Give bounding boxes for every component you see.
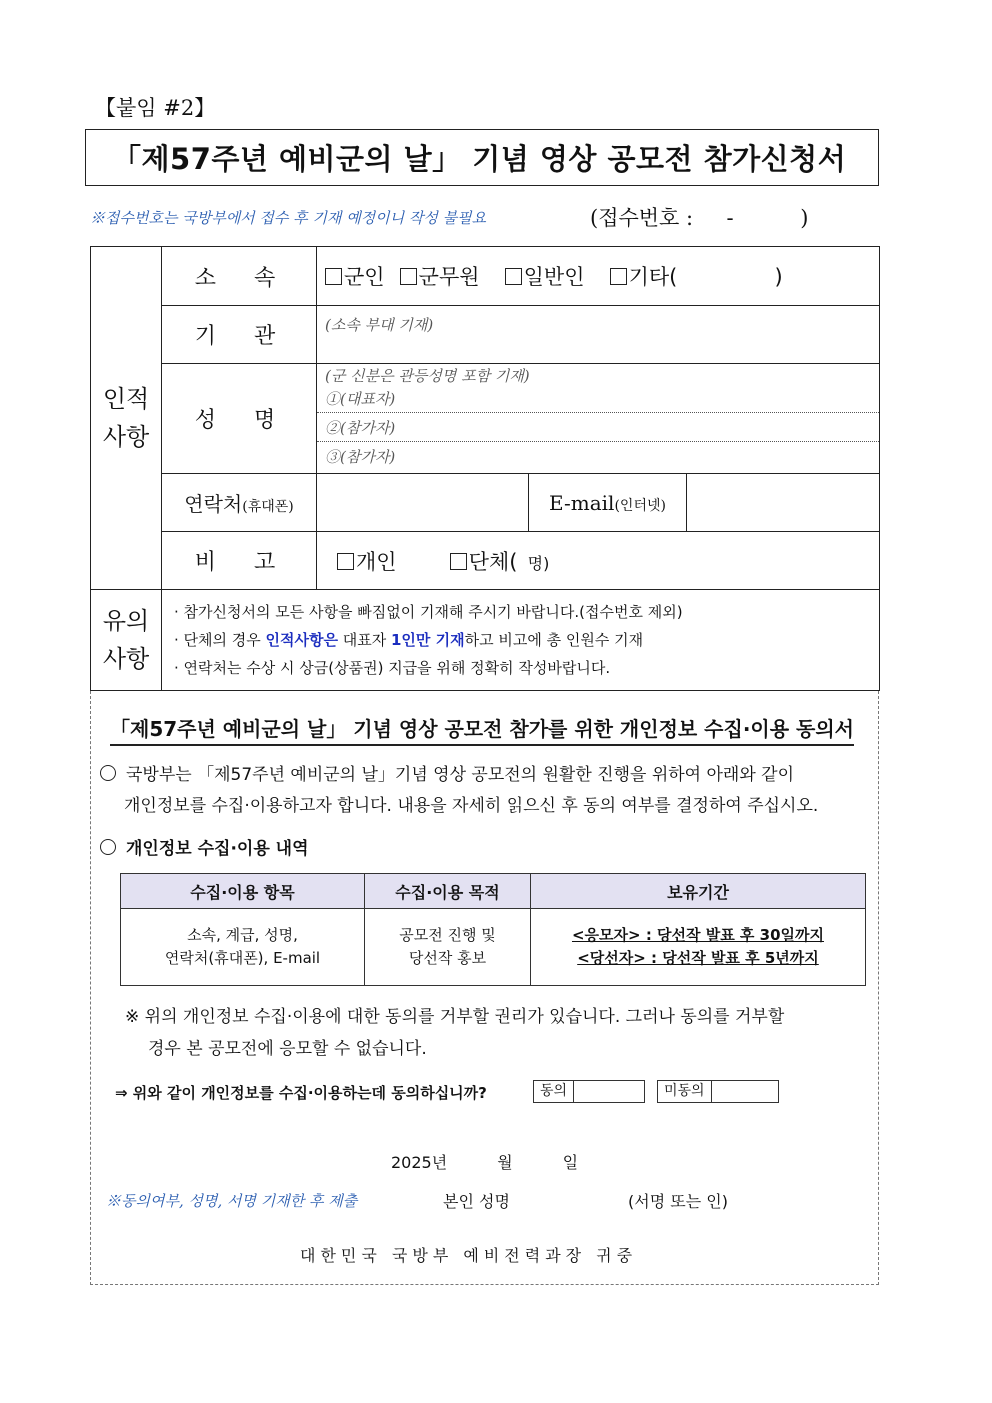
option-soldier[interactable]: 군인 (325, 265, 385, 289)
form-title: 「제57주년 예비군의 날」 기념 영상 공모전 참가신청서 (112, 142, 847, 176)
notice-content (162, 590, 880, 691)
consent-question: ⇒ 위와 같이 개인정보를 수집·이용하는데 동의하십니까? (115, 1084, 487, 1102)
option-other-close: ) (774, 265, 783, 289)
section-notice-label: 유의 사항 (91, 590, 162, 691)
option-individual[interactable]: 개인 (337, 550, 397, 574)
notice-item: · 참가신청서의 모든 사항을 빠짐없이 기재해 주시기 바랍니다.(접수번호 제외) (174, 603, 683, 621)
contact-label: 연락처(휴대폰) (162, 474, 317, 532)
refusal-notice-line-1: ※ 위의 개인정보 수집·이용에 대한 동의를 거부할 권리가 있습니다. 그러나 동의를 거부할 (125, 1007, 785, 1027)
receipt-number-field: (접수번호 : - ) (590, 206, 809, 230)
notice-item: · 단체의 경우 인적사항은 대표자 1인만 기재하고 비고에 총 인원수 기재 (174, 631, 644, 649)
table-header: 수집·이용 항목 (121, 874, 365, 909)
signature-type-label[interactable]: (서명 또는 인) (628, 1192, 728, 1211)
org-input[interactable] (317, 306, 880, 364)
checkbox-icon[interactable] (337, 553, 354, 570)
consent-intro-line-2: 개인정보를 수집·이용하고자 합니다. 내용을 자세히 읽으신 후 동의 여부를 결정하여 주십시오. (124, 796, 819, 816)
collection-details-heading: 개인정보 수집·이용 내역 (100, 834, 309, 859)
collected-items-cell: 소속, 계급, 성명, 연락처(휴대폰), E-mail (121, 909, 365, 986)
circle-bullet-icon (100, 765, 116, 781)
affiliation-label: 소 속 (162, 247, 317, 306)
submission-note: ※동의여부, 성명, 서명 기재한 후 제출 (106, 1192, 358, 1210)
option-general-public[interactable]: 일반인 (505, 265, 585, 289)
name-label: 성 명 (162, 364, 317, 474)
form-title-box (85, 129, 879, 186)
consent-title: 「제57주년 예비군의 날」 기념 영상 공모전 참가를 위한 개인정보 수집·이용 동의서 (110, 713, 854, 746)
checkbox-icon[interactable] (400, 268, 417, 285)
table-header: 보유기간 (531, 874, 866, 909)
checkbox-icon[interactable] (505, 268, 522, 285)
agree-check-area[interactable] (574, 1081, 644, 1102)
signature-date[interactable]: 2025년 월 일 (391, 1153, 579, 1172)
table-row (121, 909, 866, 986)
addressee: 대한민국 국방부 예비전력과장 귀중 (300, 1246, 638, 1265)
name-row-representative[interactable]: ①(대표자) (325, 390, 396, 408)
remark-label: 비 고 (162, 532, 317, 590)
email-input[interactable] (687, 474, 880, 532)
name-row-participant-3[interactable]: ③(참가자) (325, 448, 396, 466)
agree-label: 동의 (534, 1081, 574, 1102)
affiliation-options (317, 247, 880, 306)
circle-bullet-icon (100, 839, 116, 855)
attachment-label: 【붙임 #2】 (95, 96, 216, 120)
table-header: 수집·이용 목적 (365, 874, 531, 909)
consent-intro-line-1: 국방부는 「제57주년 예비군의 날」기념 영상 공모전의 원활한 진행을 위하여 아래와 같이 (100, 760, 794, 785)
purpose-cell: 공모전 진행 및 당선작 홍보 (365, 909, 531, 986)
remark-options (317, 532, 880, 590)
email-label: E-mail(인터넷) (529, 474, 687, 532)
collection-details-table (120, 873, 866, 986)
name-hint: (군 신분은 관등성명 포함 기재) (325, 367, 530, 385)
refusal-notice-line-2: 경우 본 공모전에 응모할 수 없습니다. (148, 1039, 427, 1059)
retention-cell: <응모자> : 당선작 발표 후 30일까지 <당선자> : 당선작 발표 후 5년까지 (531, 909, 866, 986)
org-hint: (소속 부대 기재) (325, 316, 434, 334)
contact-input[interactable] (317, 474, 529, 532)
notice-list (162, 590, 879, 690)
option-group[interactable]: 단체( (450, 550, 518, 574)
notice-item: · 연락처는 수상 시 상금(상품권) 지급을 위해 정확히 작성바랍니다. (174, 659, 611, 677)
disagree-field[interactable] (657, 1080, 779, 1103)
option-civilian-employee[interactable]: 군무원 (400, 265, 480, 289)
option-other[interactable]: 기타( (610, 265, 678, 289)
checkbox-icon[interactable] (325, 268, 342, 285)
application-form-table (90, 246, 880, 691)
checkbox-icon[interactable] (610, 268, 627, 285)
disagree-label: 미동의 (658, 1081, 712, 1102)
name-input-group (317, 364, 880, 474)
section-personal-label: 인적 사항 (91, 247, 162, 590)
receipt-note: ※접수번호는 국방부에서 접수 후 기재 예정이니 작성 불필요 (90, 209, 487, 227)
disagree-check-area[interactable] (712, 1081, 778, 1102)
signer-name-label[interactable]: 본인 성명 (443, 1192, 510, 1211)
org-label: 기 관 (162, 306, 317, 364)
checkbox-icon[interactable] (450, 553, 467, 570)
group-count-unit: 명) (517, 553, 550, 573)
agree-field[interactable] (533, 1080, 645, 1103)
name-row-participant-2[interactable]: ②(참가자) (325, 419, 396, 437)
